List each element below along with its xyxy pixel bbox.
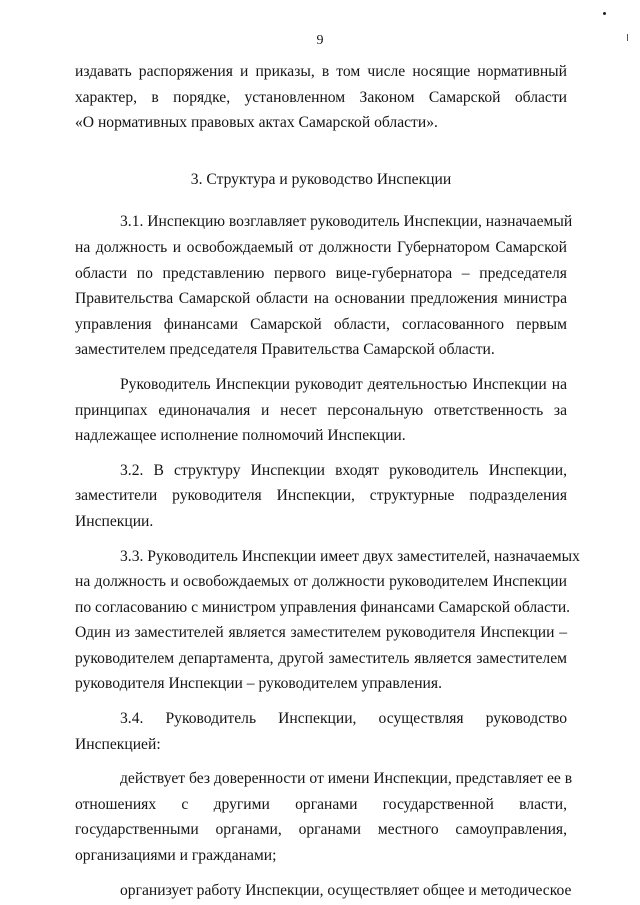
text-line: Правительства Самарской области на основании предложения министра <box>75 290 567 308</box>
text-line: 3.4. Руководитель Инспекции, осуществляя руководство <box>120 710 567 728</box>
text-line: Инспекции. <box>75 512 154 530</box>
text-line: организациями и гражданами; <box>75 847 277 865</box>
text-line: принципах единоначалия и несет персональную ответственность за <box>75 401 567 419</box>
text-line: на должность и освобождаемых от должности руководителем Инспекции <box>75 573 567 591</box>
text-line: надлежащее исполнение полномочий Инспекции. <box>75 427 406 445</box>
paragraph-continuation <box>75 59 567 136</box>
text-line: действует без доверенности от имени Инспекции, представляет ее в <box>120 770 573 788</box>
text-line: Инспекцией: <box>75 735 161 753</box>
paragraph-3-4 <box>75 706 567 757</box>
page-number: 9 <box>316 33 324 48</box>
text-line: «О нормативных правовых актах Самарской области». <box>75 114 438 132</box>
scan-dot-mark <box>603 12 606 15</box>
text-line: управления финансами Самарской области, согласованного первым <box>75 315 567 333</box>
paragraph-3-2 <box>75 458 567 535</box>
paragraph-acts-without-proxy <box>75 766 573 868</box>
text-line: на должность и освобождаемый от должности Губернатором Самарской <box>75 238 567 256</box>
paragraph-organizes-work <box>75 878 572 904</box>
text-line: 3.3. Руководитель Инспекции имеет двух заместителей, назначаемых <box>120 547 580 565</box>
paragraph-3-1 <box>75 209 573 363</box>
text-line: отношениях с другими органами государственной власти, <box>75 795 567 813</box>
text-line: Один из заместителей является заместителем руководителя Инспекции – <box>75 624 567 642</box>
text-line: государственными органами, органами местного самоуправления, <box>75 821 567 839</box>
text-line: руководителя Инспекции – руководителем управления. <box>75 675 442 693</box>
document-body <box>75 59 580 903</box>
text-line: издавать распоряжения и приказы, в том числе носящие нормативный <box>75 63 567 80</box>
text-line: заместители руководителя Инспекции, структурные подразделения <box>75 487 567 505</box>
section-heading: 3. Структура и руководство Инспекции <box>190 170 452 188</box>
text-line: заместителем председателя Правительства Самарской области. <box>75 341 495 359</box>
text-line: организует работу Инспекции, осуществляет общее и методическое <box>120 881 572 899</box>
text-line: 3.1. Инспекцию возглавляет руководитель Инспекции, назначаемый <box>120 213 573 231</box>
text-line: характер, в порядке, установленном Законом Самарской области <box>75 88 567 106</box>
text-line: по согласованию с министром управления финансами Самарской области. <box>75 598 571 616</box>
text-line: руководителем департамента, другой заместитель является заместителем <box>75 649 567 667</box>
text-line: области по представлению первого вице-губернатора – председателя <box>75 264 567 282</box>
text-line: Руководитель Инспекции руководит деятельностью Инспекции на <box>120 375 567 393</box>
paragraph-head-responsibility <box>75 372 567 449</box>
text-line: 3.2. В структуру Инспекции входят руководитель Инспекции, <box>120 461 567 479</box>
paragraph-3-3 <box>75 544 580 698</box>
